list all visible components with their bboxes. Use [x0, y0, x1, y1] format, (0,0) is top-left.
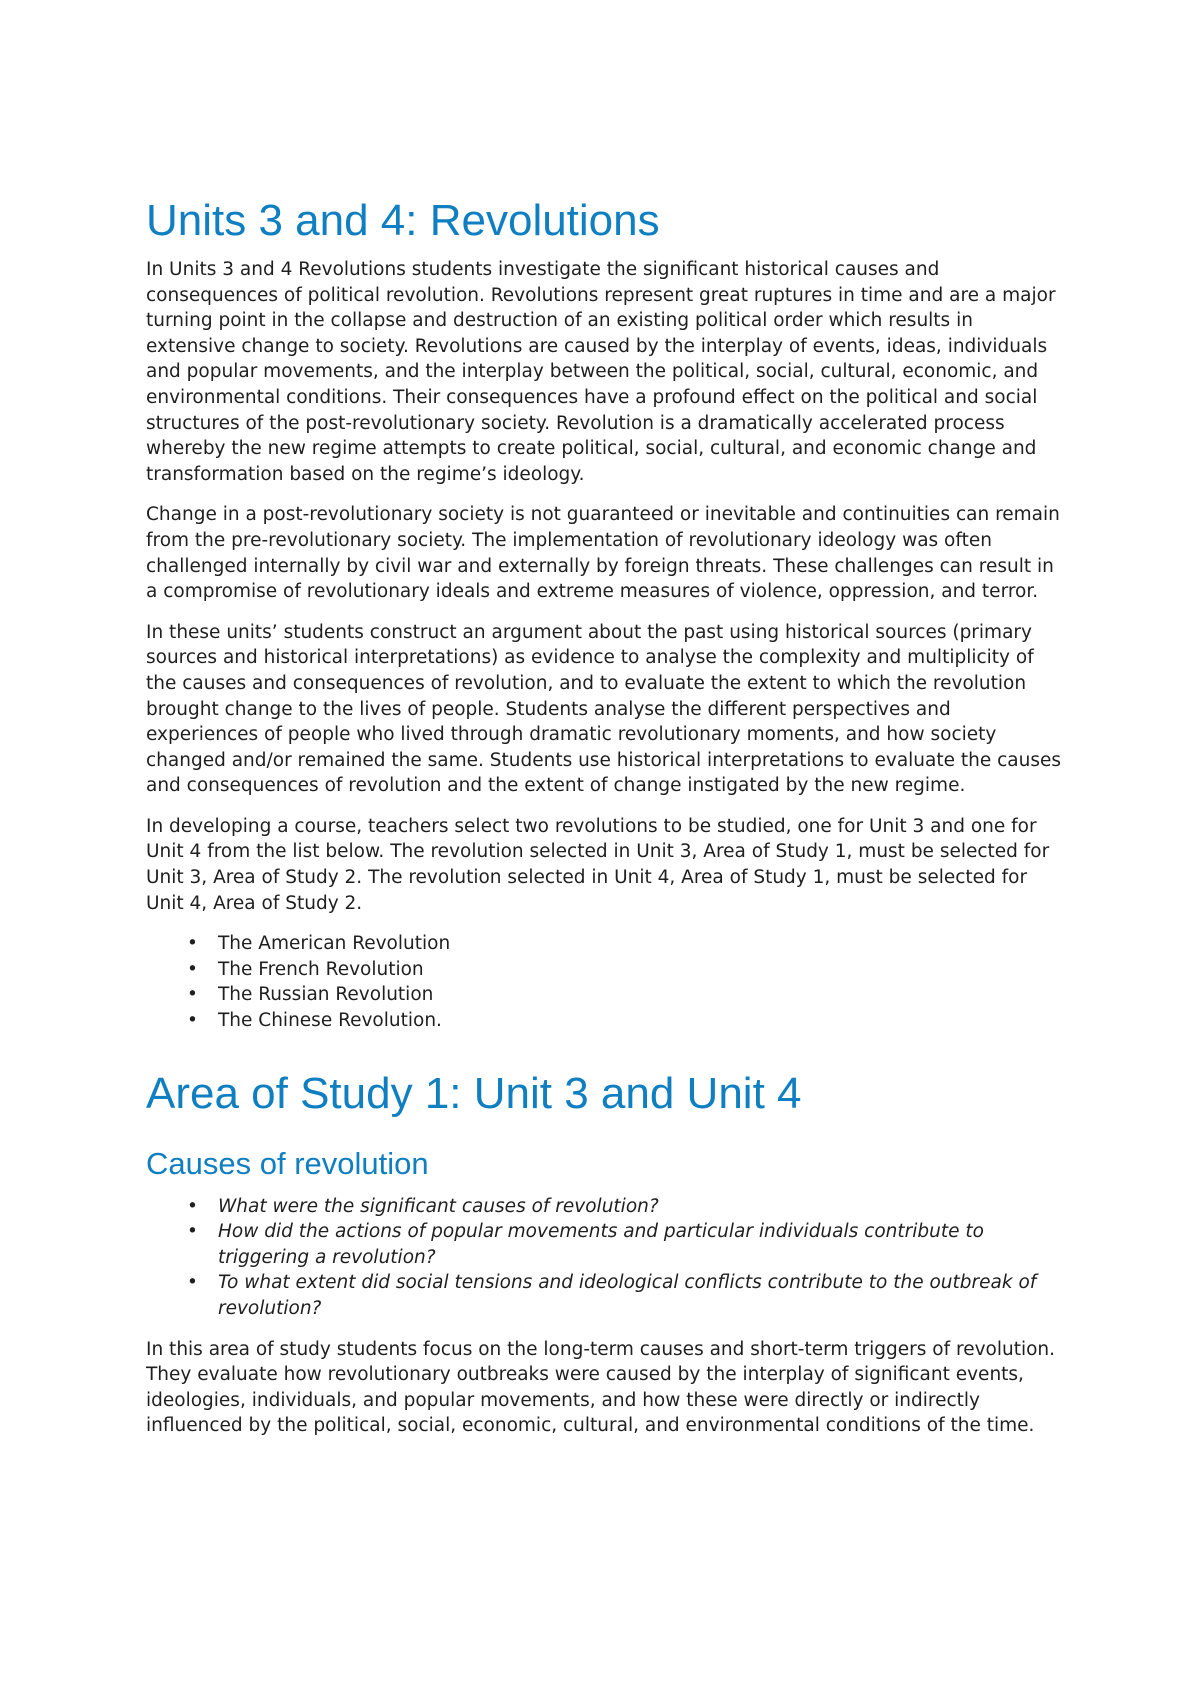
bullet-icon: •: [187, 1221, 198, 1243]
area-of-study-heading: Area of Study 1: Unit 3 and Unit 4: [146, 1068, 802, 1118]
intro-paragraph-4: In developing a course, teachers select two revolutions to be studied, one for Unit 3 and one for Unit 4 from the list below. The revolution selected in Unit 3, Area of Study 1, must be selected for Unit 3, Area of Study 2. The revolution selected in Unit 4, Area of Study 1, must be selected for Unit 4, Area of Study 2.: [146, 815, 1050, 914]
list-item-text: The Russian Revolution: [218, 984, 434, 1006]
page-title: Units 3 and 4: Revolutions: [146, 196, 660, 245]
list-item-text: The American Revolution: [218, 933, 451, 955]
list-item: [146, 1219, 1066, 1270]
closing-paragraph: In this area of study students focus on the long-term causes and short-term triggers of revolution. They evaluate how revolutionary outbreaks were caused by the interplay of significant events, ideologies, individuals, and popular movements, and how these were directly or indirectly influenced by the political, social, economic, cultural, and environmental conditions of the time.: [146, 1338, 1056, 1437]
revolution-list: [146, 931, 1066, 1033]
list-item: [146, 1008, 1066, 1034]
section-heading: Causes of revolution: [146, 1145, 429, 1181]
document-page: [146, 195, 1066, 1454]
list-item-text: What were the significant causes of revolution?: [218, 1195, 659, 1217]
bullet-icon: •: [187, 1195, 198, 1217]
list-item: [146, 1194, 1066, 1220]
list-item-text: To what extent did social tensions and ideological conflicts contribute to the outbreak of revolution?: [218, 1272, 1037, 1319]
intro-paragraph-3: In these units’ students construct an argument about the past using historical sources (primary sources and historical interpretations) as evidence to analyse the complexity and multiplicity of the causes and consequences of revolution, and to evaluate the extent to which the revolution brought change to the lives of people. Students analyse the different perspectives and experiences of people who lived through dramatic revolutionary moments, and how society changed and/or remained the same. Students use historical interpretations to evaluate the causes and consequences of revolution and the extent of change instigated by the new regime.: [146, 621, 1062, 797]
question-list: [146, 1194, 1066, 1322]
list-item-text: How did the actions of popular movements and particular individuals contribute to triggering a revolution?: [218, 1221, 984, 1268]
bullet-icon: •: [187, 1272, 198, 1294]
list-item: [146, 1270, 1066, 1321]
bullet-icon: •: [187, 984, 198, 1006]
bullet-icon: •: [187, 1010, 198, 1032]
list-item: [146, 931, 1066, 957]
bullet-icon: •: [187, 933, 198, 955]
intro-paragraph-1: In Units 3 and 4 Revolutions students investigate the significant historical causes and consequences of political revolution. Revolutions represent great ruptures in time and are a major turning point in the collapse and destruction of an existing political order which results in extensive change to society. Revolutions are caused by the interplay of events, ideas, individuals and popular movements, and the interplay between the political, social, cultural, economic, and environmental conditions. Their consequences have a profound effect on the political and social structures of the post-revolutionary society. Revolution is a dramatically accelerated process whereby the new regime attempts to create political, social, cultural, and economic change and transformation based on the regime’s ideology.: [146, 259, 1056, 485]
list-item: [146, 982, 1066, 1008]
intro-paragraph-2: Change in a post-revolutionary society is not guaranteed or inevitable and continuities can remain from the pre-revolutionary society. The implementation of revolutionary ideology was often challenged internally by civil war and externally by foreign threats. These challenges can result in a compromise of revolutionary ideals and extreme measures of violence, oppression, and terror.: [146, 504, 1060, 603]
list-item: [146, 957, 1066, 983]
list-item-text: The French Revolution: [218, 958, 424, 980]
bullet-icon: •: [187, 958, 198, 980]
list-item-text: The Chinese Revolution.: [218, 1010, 442, 1032]
